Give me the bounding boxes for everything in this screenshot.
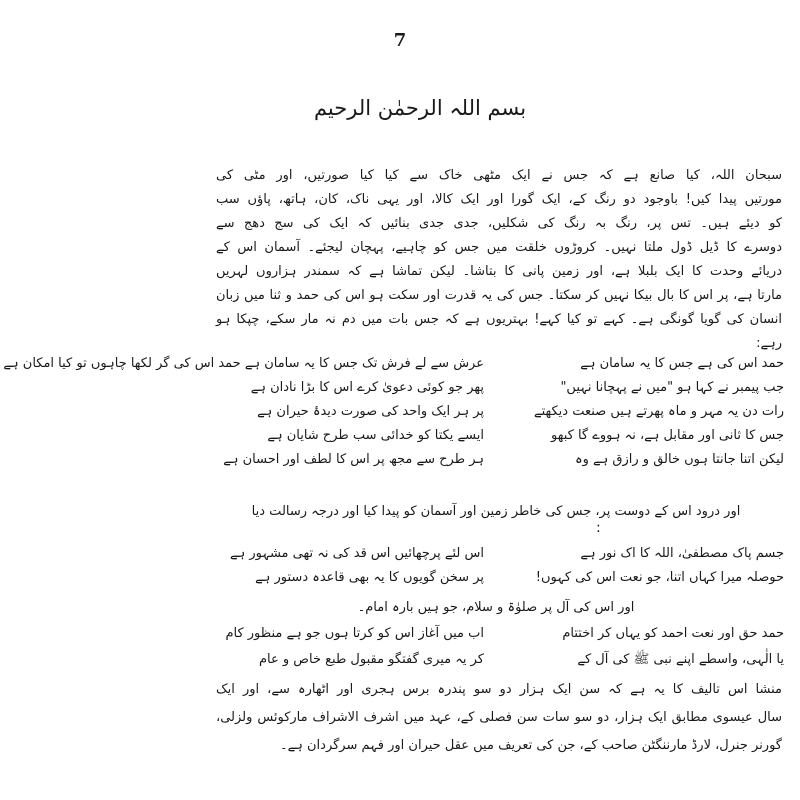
verse-second-hemistich: اب میں آغاز اس کو کرتا ہوں جو ہے منظور کام [225, 626, 484, 641]
verse-second-hemistich: ایسے یکتا کو خدائی سب طرح شایان ہے [267, 428, 484, 443]
verse-first-hemistich: حوصلہ میرا کہاں اتنا، جو نعت اس کی کہوں! [535, 570, 784, 585]
verse-couplet [214, 376, 784, 400]
verse-couplet [214, 424, 784, 448]
verse-first-hemistich: حمد اس کی ہے جس کا یہ سامان ہے [580, 356, 784, 371]
verse-couplet [214, 400, 784, 424]
verse-couplet [3, 352, 784, 376]
verse-couplet [214, 542, 784, 566]
verse-second-hemistich: کر یہ میری گفتگو مقبول طبع خاص و عام [258, 652, 484, 667]
verse-first-hemistich: جب پیمبر نے کہا ہو "میں نے پہچانا نہیں" [560, 380, 784, 395]
colon-mark: : [596, 520, 601, 536]
text-line: کو دیئے ہیں۔ تس پر، رنگ بہ رنگ کی شکلیں، جدی جدی بنائیں کہ ایک کی سج دھج سے [216, 216, 782, 231]
verse-second-hemistich: پھر جو کوئی دعویٰ کرے اس کا بڑا نادان ہے [250, 380, 484, 395]
text-line: مورتیں پیدا کیں! باوجود دو رنگ کے، ایک گورا اور ایک کالا، اور یہی ناک، کان، ہاتھ، پاؤں سب [216, 192, 782, 207]
verse-second-hemistich: پر ہر ایک واحد کی صورت دیدۂ حیران ہے [257, 404, 484, 419]
text-line: دوسرے کا ڈیل ڈول ملتا نہیں۔ کروڑوں خلقت میں جس کو چاہیے، پہچان لیجئے۔ آسمان اس کے [216, 240, 782, 255]
text-line: دریائے وحدت کا ایک بلبلا ہے، اور زمین پانی کا بتاشا۔ لیکن تماشا ہے کہ سمندر ہزاروں لہریں [216, 264, 782, 279]
verse-first-hemistich: جس کا ثانی اور مقابل ہے، نہ ہووے گا کبھو [551, 428, 784, 443]
verse-couplet [214, 648, 784, 672]
salam-line: اور اس کی آل پر صلوٰۃ و سلام، جو ہیں بارہ امام۔ [357, 600, 635, 615]
text-line: سال عیسوی مطابق ایک ہزار، دو سو سات سن فصلی کے، عہد میں اشرف الاشراف مارکوئس ولزلی، [216, 710, 782, 725]
verse-first-hemistich: جسم پاک مصطفیٰ، اللہ کا اک نور ہے [580, 546, 784, 561]
verse-first-hemistich: حمد حق اور نعت احمد کو یہاں کر اختتام [562, 626, 784, 641]
bismillah-heading: بسم اللہ الرحمٰن الرحیم [313, 96, 527, 120]
text-line: رہے: [756, 336, 782, 351]
verse-first-hemistich: یا الٰہی، واسطے اپنے نبی ﷺ کی آل کے [577, 652, 784, 667]
verse-couplet [214, 448, 784, 472]
verse-second-hemistich: ہر طرح سے مجھ پر اس کا لطف اور احسان ہے [223, 452, 484, 467]
verse-couplet [214, 566, 784, 590]
text-line: گورنر جنرل، لارڈ مارننگٹن صاحب کے، جن کی تعریف میں عقل حیران اور فہم سرگردان ہے۔ [280, 738, 782, 753]
text-line: منشا اس تالیف کا یہ ہے کہ سن ایک ہزار دو سو پندرہ برس ہجری اور اٹھارہ سے، اور ایک [216, 682, 782, 697]
verse-second-hemistich: عرش سے لے فرش تک جس کا یہ سامان ہے حمد اس کی گر لکھا چاہوں تو کیا امکان ہے [3, 356, 484, 371]
verse-first-hemistich: رات دن یہ مہر و ماہ پھرتے ہیں صنعت دیکھتے [533, 404, 784, 419]
text-line: سبحان اللہ، کیا صانع ہے کہ جس نے ایک مٹھی خاک سے کیا کیا صورتیں، اور مٹی کی [216, 168, 782, 183]
durood-line: اور درود اس کے دوست پر، جس کی خاطر زمین اور آسمان کو پیدا کیا اور درجہ رسالت دیا [251, 504, 741, 519]
verse-second-hemistich: پر سخن گویوں کا یہ بھی قاعدہ دستور ہے [255, 570, 484, 585]
verse-first-hemistich: لیکن اتنا جانتا ہوں خالق و رازق ہے وہ [575, 452, 784, 467]
text-line: انسان کی گویا گونگی ہے۔ کہے تو کیا کہے! بہتریوں ہے کہ جس بات میں دم نہ مار سکے، چپکا ہو [216, 312, 782, 327]
text-line: مارتا ہے، پر اس کا بال بیکا نہیں کر سکتا۔ جس کی یہ قدرت اور سکت ہو اس کی حمد و ثنا میں زبان [216, 288, 782, 303]
verse-couplet [214, 622, 784, 646]
verse-second-hemistich: اس لئے پرچھائیں اس قد کی نہ تھی مشہور ہے [229, 546, 484, 561]
page-number: 7 [393, 30, 407, 51]
